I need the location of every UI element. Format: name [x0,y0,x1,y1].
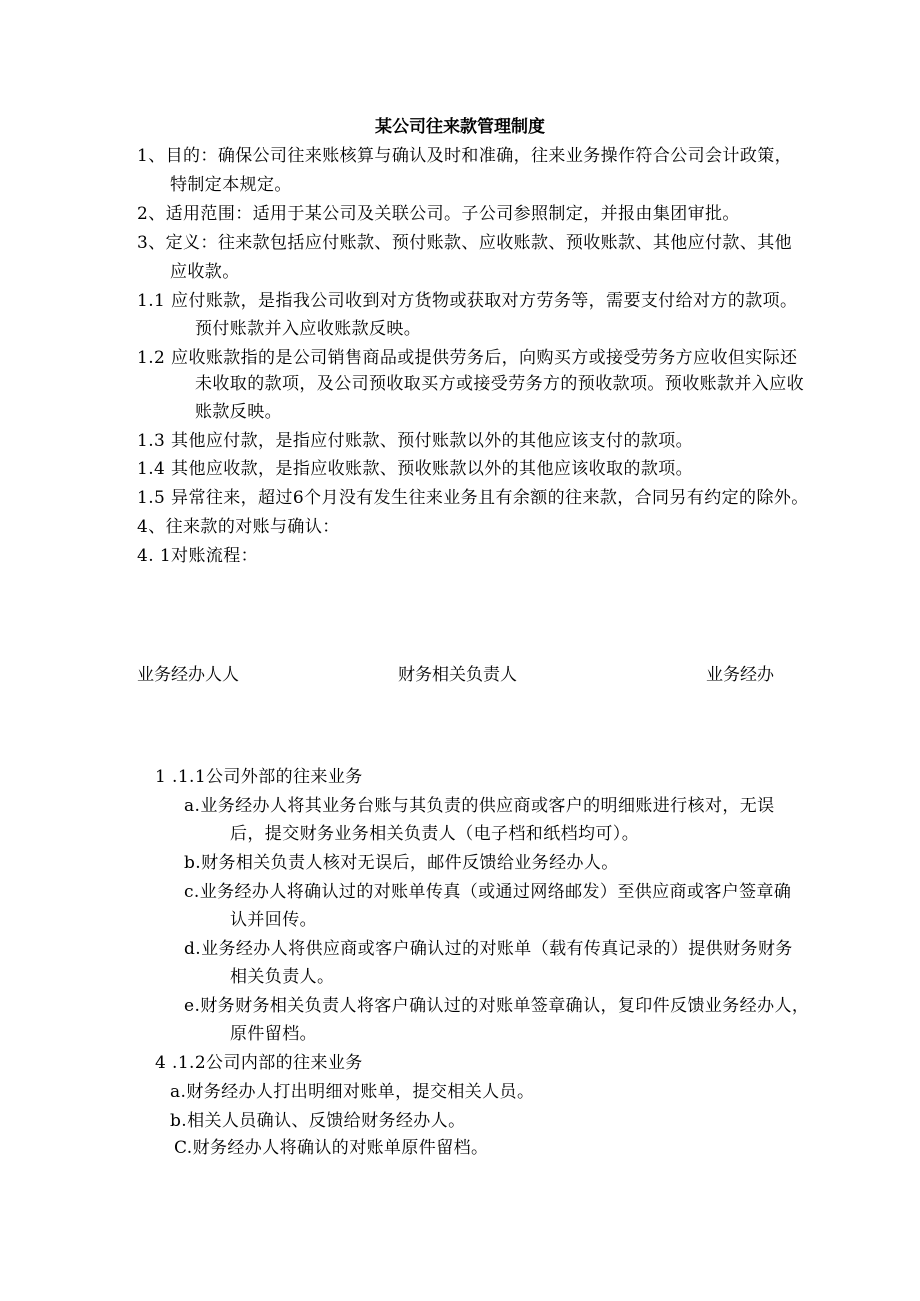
internal-item-b: b.相关人员确认、反馈给财务经办人。 [170,1111,466,1131]
external-item-c-line-2: 认并回传。 [230,910,317,930]
flow-role-left: 业务经办人人 [137,665,239,685]
reconciliation-flow-heading: 4. 1对账流程： [137,546,259,566]
definition-line-1: 3、定义：往来款包括应付账款、预付账款、应收账款、预收账款、其他应付款、其他 [137,233,793,253]
reconciliation-heading: 4、往来款的对账与确认： [137,517,340,537]
document-title: 某公司往来款管理制度 [375,117,545,137]
flow-role-right: 业务经办 [706,665,774,685]
def-1-5-line: 1.5 异常往来，超过6个月没有发生往来业务且有余额的往来款，合同另有约定的除外。 [137,488,809,508]
internal-item-a: a.财务经办人打出明细对账单，提交相关人员。 [170,1082,535,1102]
external-item-a-line-1: a.业务经办人将其业务台账与其负责的供应商或客户的明细账进行核对，无误 [184,796,775,816]
def-1-1-line-2: 预付账款并入应收账款反映。 [195,319,422,339]
external-item-e-line-1: e.财务财务相关负责人将客户确认过的对账单签章确认，复印件反馈业务经办人， [184,996,810,1016]
flow-role-middle: 财务相关负责人 [398,665,517,685]
def-1-2-line-3: 账款反映。 [195,402,282,422]
def-1-4-line: 1.4 其他应收款，是指应收账款、预收账款以外的其他应该收取的款项。 [137,459,694,479]
def-1-2-line-1: 1.2 应收账款指的是公司销售商品或提供劳务后，向购买方或接受劳务方应收但实际还 [137,348,798,368]
external-item-d-line-1: d.业务经办人将供应商或客户确认过的对账单（载有传真记录的）提供财务财务 [184,939,793,959]
internal-item-c: C.财务经办人将确认的对账单原件留档。 [174,1138,489,1158]
external-item-d-line-2: 相关负责人。 [230,967,335,987]
purpose-line-2: 特制定本规定。 [170,175,292,195]
scope-line: 2、适用范围：适用于某公司及关联公司。子公司参照制定，并报由集团审批。 [137,204,740,224]
external-item-e-line-2: 原件留档。 [230,1024,317,1044]
internal-heading: 4 .1.2公司内部的往来业务 [155,1053,363,1073]
external-item-b: b.财务相关负责人核对无误后，邮件反馈给业务经办人。 [184,853,619,873]
purpose-line-1: 1、目的：确保公司往来账核算与确认及时和准确，往来业务操作符合公司会计政策， [137,146,793,166]
def-1-3-line: 1.3 其他应付款，是指应付账款、预付账款以外的其他应该支付的款项。 [137,431,694,451]
external-heading: 1 .1.1公司外部的往来业务 [155,767,363,787]
def-1-1-line-1: 1.1 应付账款，是指我公司收到对方货物或获取对方劳务等，需要支付给对方的款项。 [137,291,798,311]
definition-line-2: 应收款。 [170,262,240,282]
external-item-a-line-2: 后，提交财务业务相关负责人（电子档和纸档均可）。 [230,824,640,844]
external-item-c-line-1: c.业务经办人将确认过的对账单传真（或通过网络邮发）至供应商或客户签章确 [184,882,792,902]
def-1-2-line-2: 未收取的款项，及公司预收取买方或接受劳务方的预收款项。预收账款并入应收 [195,374,804,394]
